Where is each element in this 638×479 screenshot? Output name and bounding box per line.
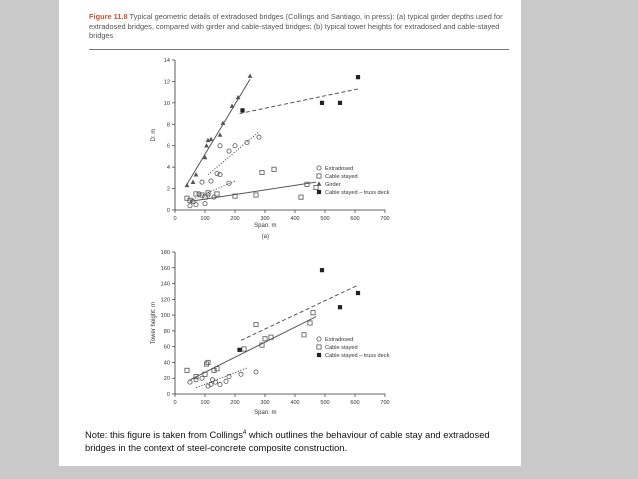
data-point bbox=[218, 132, 223, 136]
x-tick-label: 600 bbox=[350, 216, 360, 222]
x-tick-label: 300 bbox=[260, 216, 270, 222]
data-point bbox=[242, 347, 246, 351]
data-point bbox=[204, 143, 209, 147]
data-point bbox=[302, 333, 306, 337]
trend-line bbox=[241, 285, 358, 340]
note-reference-number: 4 bbox=[242, 430, 247, 436]
data-point bbox=[194, 203, 198, 207]
legend-marker bbox=[317, 181, 322, 185]
series-square bbox=[185, 311, 315, 379]
data-point bbox=[260, 170, 264, 174]
x-tick-label: 400 bbox=[290, 216, 300, 222]
y-tick-label: 40 bbox=[163, 360, 170, 367]
chart-a bbox=[139, 52, 469, 247]
data-point bbox=[254, 193, 258, 197]
data-point bbox=[191, 180, 196, 184]
data-point bbox=[200, 180, 204, 184]
x-axis-label: Span: m bbox=[254, 223, 277, 229]
trend-line bbox=[208, 132, 259, 175]
data-point bbox=[254, 322, 258, 326]
data-point bbox=[218, 144, 222, 148]
legend-marker bbox=[317, 190, 321, 194]
note-text-end: which outlines the behaviour of cable stay and extradosed bridges in the context of steel-concrete composite construction. bbox=[85, 429, 490, 453]
y-tick-label: 12 bbox=[163, 79, 170, 86]
data-point bbox=[237, 348, 241, 352]
data-point bbox=[209, 179, 213, 183]
legend-marker bbox=[317, 174, 321, 178]
y-tick-label: 0 bbox=[166, 208, 170, 214]
data-point bbox=[308, 321, 312, 325]
legend-marker bbox=[317, 353, 321, 357]
data-point bbox=[338, 101, 342, 105]
y-tick-label: 120 bbox=[160, 297, 170, 304]
data-point bbox=[185, 368, 189, 372]
x-tick-label: 700 bbox=[380, 216, 390, 222]
trend-line bbox=[190, 181, 235, 200]
data-point bbox=[204, 362, 208, 366]
legend-label: Extradosed bbox=[325, 337, 354, 343]
y-tick-label: 6 bbox=[166, 143, 170, 150]
x-tick-label: 700 bbox=[380, 400, 390, 406]
data-point bbox=[209, 137, 214, 141]
x-tick-label: 0 bbox=[173, 400, 177, 406]
y-tick-label: 100 bbox=[160, 313, 170, 320]
figure-caption bbox=[89, 12, 509, 41]
data-point bbox=[188, 380, 192, 384]
y-tick-label: 60 bbox=[163, 344, 170, 351]
data-point bbox=[338, 305, 342, 309]
data-point bbox=[224, 379, 228, 383]
data-point bbox=[188, 204, 192, 208]
legend-marker bbox=[317, 345, 321, 349]
figure-label: Figure 11.8 bbox=[89, 12, 128, 21]
legend-label: Cable stayed bbox=[325, 345, 358, 351]
y-tick-label: 10 bbox=[163, 100, 170, 107]
series-triangle bbox=[185, 73, 253, 187]
panel-label: (a) bbox=[261, 234, 269, 240]
data-point bbox=[356, 291, 360, 295]
data-point bbox=[203, 201, 207, 205]
legend-label: Cable stayed – truss deck bbox=[325, 190, 390, 196]
data-point bbox=[197, 192, 201, 196]
figure-caption-text: Typical geometric details of extradosed bridges (Collings and Santiago, in press): (a) typical girder depths used for extradosed bridges, compared with girder and cable-stayed bridges; (b) typical tower heights for extradosed and cable-stayed bridges bbox=[89, 12, 503, 41]
legend-label: Cable stayed – truss deck bbox=[325, 353, 390, 359]
x-tick-label: 400 bbox=[290, 400, 300, 406]
y-tick-label: 20 bbox=[163, 376, 170, 383]
data-point bbox=[356, 75, 360, 79]
data-point bbox=[320, 101, 324, 105]
chart-b bbox=[139, 242, 469, 427]
series-filled-square bbox=[240, 75, 360, 112]
legend-label: Cable stayed bbox=[325, 174, 358, 180]
x-tick-label: 300 bbox=[260, 400, 270, 406]
data-point bbox=[272, 167, 276, 171]
y-axis-label: Tower height: m bbox=[151, 301, 157, 345]
legend-marker bbox=[317, 166, 321, 170]
legend-label: Girder bbox=[325, 182, 341, 188]
y-tick-label: 0 bbox=[166, 392, 170, 398]
note-text-start: Note: this figure is taken from Collings bbox=[85, 429, 243, 441]
data-point bbox=[227, 149, 231, 153]
legend-label: Extradosed bbox=[325, 166, 354, 172]
trend-line bbox=[187, 79, 250, 184]
x-tick-label: 100 bbox=[200, 400, 210, 406]
trend-line bbox=[196, 368, 247, 388]
x-tick-label: 500 bbox=[320, 216, 330, 222]
caption-divider bbox=[89, 49, 509, 50]
data-point bbox=[185, 183, 190, 187]
data-point bbox=[239, 372, 243, 376]
data-point bbox=[299, 195, 303, 199]
y-axis-label: D: m bbox=[151, 128, 157, 142]
y-tick-label: 80 bbox=[163, 328, 170, 335]
data-point bbox=[257, 135, 261, 139]
y-tick-label: 160 bbox=[160, 265, 170, 272]
y-tick-label: 140 bbox=[160, 281, 170, 288]
y-tick-label: 4 bbox=[166, 165, 170, 172]
x-tick-label: 100 bbox=[200, 216, 210, 222]
x-tick-label: 600 bbox=[350, 400, 360, 406]
data-point bbox=[240, 108, 244, 112]
legend-marker bbox=[317, 337, 321, 341]
data-point bbox=[213, 380, 217, 384]
x-tick-label: 200 bbox=[230, 400, 240, 406]
y-tick-label: 14 bbox=[163, 58, 170, 64]
x-tick-label: 200 bbox=[230, 216, 240, 222]
trend-line bbox=[190, 317, 316, 380]
data-point bbox=[227, 375, 231, 379]
data-point bbox=[311, 311, 315, 315]
slide bbox=[59, 0, 521, 466]
data-point bbox=[218, 382, 222, 386]
x-axis-label: Span: m bbox=[254, 410, 277, 416]
y-tick-label: 8 bbox=[166, 122, 170, 129]
data-point bbox=[314, 185, 318, 189]
data-point bbox=[194, 378, 198, 382]
x-tick-label: 0 bbox=[173, 216, 177, 222]
data-point bbox=[233, 144, 237, 148]
note-text bbox=[85, 427, 515, 454]
y-tick-label: 180 bbox=[160, 250, 170, 256]
data-point bbox=[206, 360, 210, 364]
data-point bbox=[320, 268, 324, 272]
y-tick-label: 2 bbox=[166, 186, 170, 193]
data-point bbox=[254, 370, 258, 374]
x-tick-label: 500 bbox=[320, 400, 330, 406]
data-point bbox=[248, 73, 253, 77]
data-point bbox=[263, 337, 267, 341]
